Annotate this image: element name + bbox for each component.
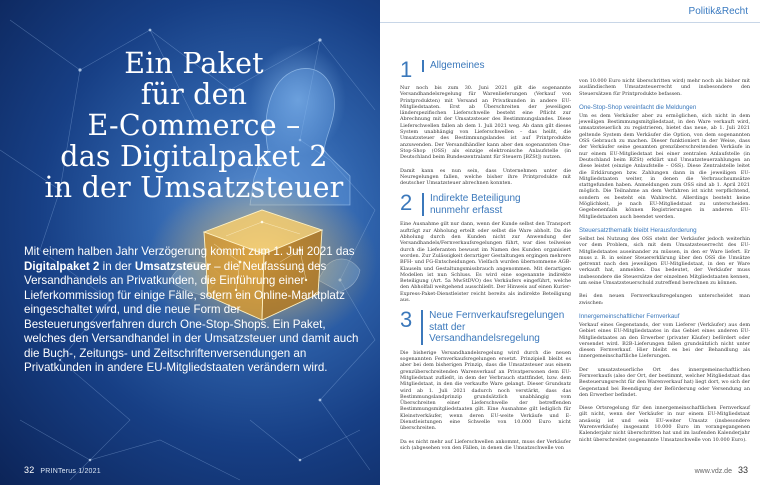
- subheading: Innergemeinschaftlicher Fernverkauf: [579, 312, 680, 320]
- subheading: Steuersatzthematik bleibt Herausforderung: [579, 226, 697, 234]
- body-paragraph: Da es nicht mehr auf Lieferschwellen ankommt, muss der Verkäufer sich (abgesehen von den Fällen, in denen die Umsatzschwelle von: [400, 438, 571, 451]
- right-page-footer: [695, 465, 748, 475]
- body-paragraph: Eine Ausnahme gilt nur dann, wenn der Kunde selbst den Transport aufträgt zur Abholung erteilt oder selbst die Ware abholt. Da die Abholung durch den Kunden nicht zur Anwendung der Versandhandels/Fernverkaufsregelungen führt, war dies teilweise durch die Lieferanten bewusst im Namen des Kunden organisiert worden. Zur Zulässigkeit derartiger Gestaltungen ergingen mehrere BFH- und FG-Entscheidungen. Vielfach wurden übernommene AGB-Klauseln und Gestaltungsmissbrauch angenommen. Mit derartigen Modellen ist nun Schluss. Es wird eine sogenannte indirekte Beteiligung (Art. 5a MwStDVO) des Verkäufers eingeführt, welche den Abholfall weitgehend ausschließt. Der Hinweis auf einen Kurier-Express-Paket-Dienstleister reicht bereits als indirekte Beteiligung aus.: [400, 221, 571, 304]
- intro-text: Mit einem halben Jahr Verzögerung kommt zum 1. Juli 2021 das: [24, 245, 355, 258]
- intro-emphasis: Umsatzsteuer: [134, 259, 211, 273]
- left-page-footer: [24, 465, 224, 475]
- subheading: One-Stop-Shop vereinfacht die Meldungen: [579, 103, 697, 111]
- intro-text: in der: [99, 259, 135, 273]
- section-heading: [400, 307, 571, 345]
- right-page: [380, 0, 760, 485]
- section-label: Politik&Recht: [688, 6, 748, 17]
- intro-text: – die Neufassung des Versandhandels an Privatkunden, die Einführung einer Lieferkommission für einige Fälle, sofern ein Online-Marktplatz eingeschaltet wird, und die neue Form der Besteuerungsverfahren durch One-Stop-Shops. Ein Paket, welches den Versandhandel in der Umsatzsteuer und damit auch die Buch-, Zeitungs- und Zeitschriftenversendungen an Privatkunden in andere EU-Mitgliedstaaten verändern wird.: [24, 259, 359, 374]
- article-intro: [24, 245, 364, 376]
- website-url: www.vdz.de: [694, 468, 732, 475]
- body-paragraph: Bei den neuen Fernverkaufsregelungen unterscheidet man zwischen:: [579, 293, 750, 306]
- text-column-left: [400, 58, 571, 458]
- section-heading: [400, 57, 571, 82]
- page-number: 33: [737, 465, 748, 475]
- body-paragraph: Verkauf eines Gegenstands, der vom Lieferer (Verkäufer) aus dem Gebiet eines EU-Mitgliedstaates in das Gebiet eines anderen EU-Mitgliedstaates an den Erwerber (privater Käufer) befördert oder versendet wird. B2B-Lieferungen fallen grundsätzlich nicht unter diesen Fernverkauf. Hier bleibt es bei der Behandlung als innergemeinschaftliche Lieferungen.: [579, 321, 750, 360]
- body-paragraph: von 10.000 Euro nicht überschritten wird) mehr noch als bisher mit ausländischem Umsatzsteuerrecht und insbesondere den Steuersätzen für Printprodukte befassen.: [579, 78, 750, 97]
- section-number: 3: [400, 307, 413, 333]
- body-paragraph: Um es dem Verkäufer aber zu ermöglichen, sich nicht in dem jeweiligen Bestimmungsmitgliedstaat, in den Ware verkauft wird, umsatzsteuerlich zu registrieren, bietet das neue, ab 1. Juli 2021 geltende System dem Verkäufer die Option, von dem sogenannten OSS Gebrauch zu machen. Dieser funktioniert in der Weise, dass der Verkäufer seine gesamten grenzüberschreitenden Verkäufe in nur einem EU-Mitgliedstaat bei einer zentralen Anlaufstelle (in Deutschland beim BZSt) erklärt und Umsatzsteuerzahlungen an diese leistet (einzige Anlaufstelle – OSS). Diese Zentralstelle leitet die Erklärungen bzw. Zahlungen dann in die jeweiligen EU-Mitgliedstaaten weiter, in denen die Verbrauchsumsätze stattgefunden haben. Anmeldungen zum OSS sind ab 1. April 2021 möglich. Die Teilnahme an dem Verfahren ist nicht verpflichtend, sondern es besteht ein Wahlrecht. Allerdings besteht keine Möglichkeit, je nach EU-Mitgliedstaat zu unterscheiden. Gegebenenfalls können Registrierungen in anderen EU-Mitgliedstaaten auch beendet werden.: [579, 112, 750, 220]
- body-paragraph: Die bisherige Versandhandelsregelung wird durch die neuen sogenannten Fernverkaufsregelungen ersetzt. Prinzipiell bleibt es aber bei dem bisherigen Prinzip, dass die Umsatzsteuer aus einem grenzüberschreitenden Warenverkauf an Privatpersonen dem EU-Mitgliedstaat zufließt, in dem der Verbrauch stattfindet, bzw. dem Mitgliedstaat, in den die verkaufte Ware gelangt. Dieser Grundsatz wird ab 1. Juli 2021 dadurch noch verstärkt, dass das Bestimmungslandprinzip grundsätzlich unabhängig vom Überschreiten einer Lieferschwelle der betreffenden Bestimmungsmitgliedstaaten gilt. Eine Ausnahme gilt lediglich für Kleinstverkäufer, wenn deren EU-weite Verkäufe und E-Dienstleistungen eine Schwelle von 10.000 Euro nicht überschreiten.: [400, 349, 571, 432]
- section-heading: [400, 190, 571, 216]
- body-paragraph: Diese Ortsregelung für den innergemeinschaftlichen Fernverkauf gilt nicht, wenn der Verkäufer in nur einem EU-Mitgliedstaat ansässig ist und sein EU-weiter Umsatz (insbesondere Warenverkäufe) insgesamt 10.000 Euro im vorangegangenen Kalenderjahr nicht überschritten hat und im laufenden Kalenderjahr nicht überschreitet (sogenannte Umsatzschwelle von 10.000 Euro).: [579, 405, 750, 443]
- body-paragraph: Nur noch bis zum 30. Juni 2021 gilt die sogenannte Versandhandelsregelung für Warenlieferungen (Verkauf von Printprodukten) mit Versand an Privatkunden in andere EU-Mitgliedstaaten. Erst ab Überschreiten der jeweiligen länderspezifischen Lieferschwelle besteht eine Pflicht zur Abrechnung mit der Umsatzsteuer des Bestimmungslandes. Diese Lieferschwellen fallen ab dem 1. Juli 2021 weg. Ab dann gilt dieses System unabhängig von Lieferschwellen – das heißt, die Umsatzsteuer des Bestimmungslandes ist auf Printprodukte anzuwenden. Der Versandhändler kann aber den sogenannten One-Stop-Shop (OSS) als einzige elektronische Anlaufstelle (in Deutschland beim Bundeszentralamt für Steuern [BZSt]) nutzen.: [400, 85, 571, 161]
- section-title: Indirekte Beteiligung nunmehr erfasst: [422, 193, 521, 216]
- intro-emphasis: Digitalpaket 2: [24, 259, 100, 273]
- section-title: Neue Fernverkaufsregelungen statt der Versandhandelsregelung: [421, 310, 571, 345]
- page-number: 32: [24, 465, 35, 475]
- article-title: Ein Paket für den E-Commerce – das Digitalpaket 2 in der Umsatzsteuer: [44, 47, 344, 204]
- body-paragraph: Der umsatzsteuerliche Ort des innergemeinschaftlichen Fernverkaufs (also der Ort, der bestimmt, welcher Mitgliedstaat das Besteuerungsrecht für den Warenverkauf hat) liegt dort, wo sich der Gegenstand bei Beendigung der Beförderung oder Versendung an den Erwerber befindet.: [579, 366, 750, 398]
- section-title: Allgemeines: [422, 60, 484, 72]
- body-paragraph: Selbst bei Nutzung des OSS steht der Verkäufer jedoch weiterhin vor dem Problem, sich mit dem Umsatzsteuerrecht des EU-Mitgliedstaates auseinander zu müssen, in den er Ware liefert. Er muss z. B. in seiner Steuererklärung über den OSS die Umsätze getrennt nach den jeweiligen EU-Mitgliedstaat, in den er Ware verkauft hat, anmelden. Das bedeutet, der Verkäufer muss insbesondere die Steuersätze der einzelnen Mitgliedstaaten kennen, um seine Umsatzsteuerschuld zutreffend berechnen zu können.: [579, 235, 750, 287]
- body-paragraph: Damit kann es nun sein, dass Unternehmen unter die Neuregelungen fallen, welche bisher ihre Printprodukte mit deutscher Umsatzsteuer abrechnen konnten.: [400, 167, 571, 187]
- header-divider: [380, 22, 760, 23]
- text-column-right: [579, 78, 750, 450]
- publication-name: PRINTerus 1/2021: [40, 468, 101, 475]
- section-number: 1: [400, 57, 413, 82]
- section-number: 2: [400, 190, 413, 216]
